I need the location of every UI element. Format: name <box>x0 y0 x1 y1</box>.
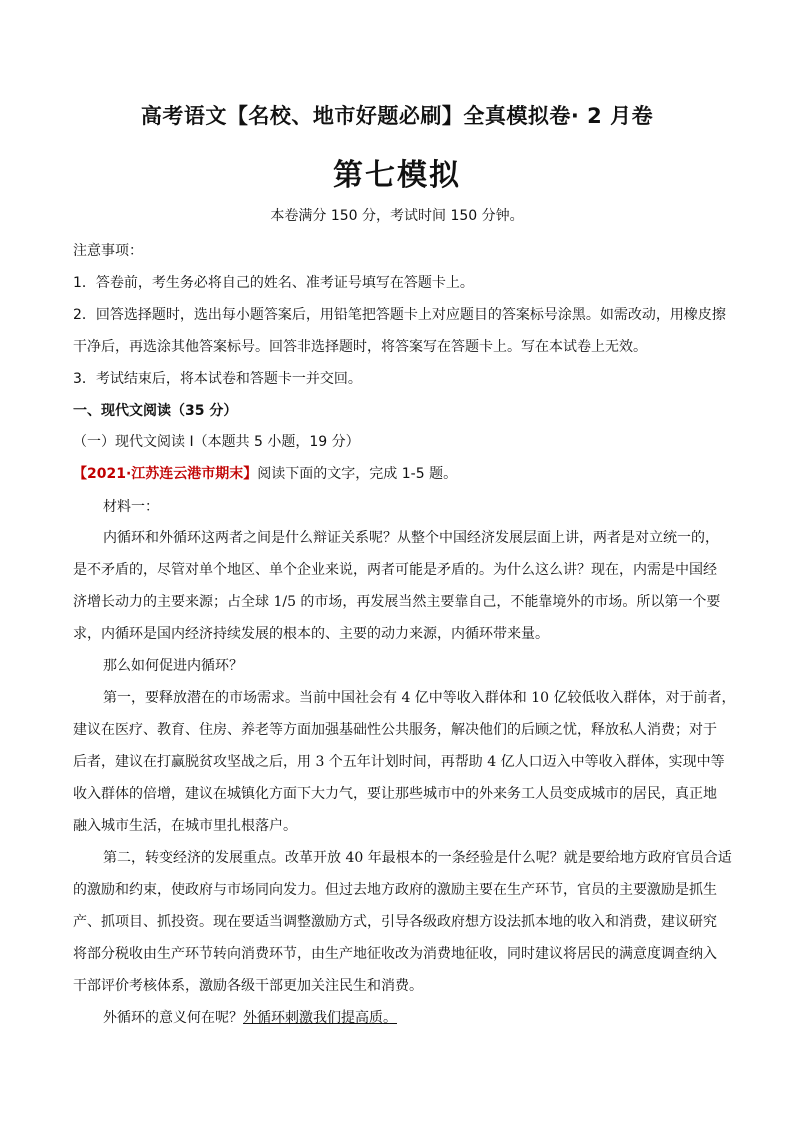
passage-text: 外循环的意义何在呢？ <box>103 1010 243 1026</box>
passage-line: 那么如何促进内循环？ <box>103 658 243 674</box>
material-label: 材料一： <box>103 499 159 515</box>
underlined-sentence: 外循环刺激我们提高质。 <box>243 1010 397 1026</box>
source-tag: 【2021·江苏连云港市期末】 <box>73 466 258 482</box>
passage-line: 后者，建议在打赢脱贫攻坚战之后，用 3 个五年计划时间，再帮助 4 亿人口迈入中等收入群体，实现中等 <box>73 754 725 770</box>
note-3: 3．考试结束后，将本试卷和答题卡一并交回。 <box>73 371 362 387</box>
passage-line: 干部评价考核体系，激励各级干部更加关注民生和消费。 <box>73 978 423 994</box>
passage-line: 的激励和约束，使政府与市场同向发力。但过去地方政府的激励主要在生产环节，官员的主要激励是抓生 <box>73 882 717 898</box>
passage-line: 济增长动力的主要来源；占全球 1/5 的市场，再发展当然主要靠自己，不能靠境外的市场。所以第一个要 <box>73 594 721 610</box>
note-1: 1．答卷前，考生务必将自己的姓名、准考证号填写在答题卡上。 <box>73 275 474 291</box>
instruction-text: 阅读下面的文字，完成 1-5 题。 <box>257 466 458 482</box>
passage-line: 融入城市生活，在城市里扎根落户。 <box>73 818 297 834</box>
passage-line: 内循环和外循环这两者之间是什么辩证关系呢？从整个中国经济发展层面上讲，两者是对立统一的， <box>103 530 719 546</box>
note-2-line-2: 干净后，再选涂其他答案标号。回答非选择题时，将答案写在答题卡上。写在本试卷上无效。 <box>73 339 647 355</box>
passage-line <box>103 1007 729 1027</box>
passage-line: 求，内循环是国内经济持续发展的根本的、主要的动力来源，内循环带来量。 <box>73 626 549 642</box>
section-heading: 一、现代文阅读（35 分） <box>73 403 238 419</box>
page-title: 第七模拟 <box>333 158 461 193</box>
question-instruction-line <box>73 463 729 483</box>
passage-line: 是不矛盾的，尽管对单个地区、单个企业来说，两者可能是矛盾的。为什么这么讲？现在，内需是中国经 <box>73 562 717 578</box>
passage-line: 产、抓项目、抓投资。现在要适当调整激励方式，引导各级政府想方设法抓本地的收入和消费，建议研究 <box>73 914 717 930</box>
passage-line: 建议在医疗、教育、住房、养老等方面加强基础性公共服务，解决他们的后顾之忧，释放私人消费；对于 <box>73 722 717 738</box>
notes-heading: 注意事项： <box>73 243 143 259</box>
exam-header: 高考语文【名校、地市好题必刷】全真模拟卷· 2 月卷 <box>140 104 654 128</box>
exam-subtitle: 本卷满分 150 分，考试时间 150 分钟。 <box>270 208 524 224</box>
note-2-line-1: 2．回答选择题时，选出每小题答案后，用铅笔把答题卡上对应题目的答案标号涂黑。如需改动，用橡皮擦 <box>73 307 726 323</box>
passage-line: 第二，转变经济的发展重点。改革开放 40 年最根本的一条经验是什么呢？就是要给地方政府官员合适 <box>103 850 732 866</box>
passage-line: 收入群体的倍增，建议在城镇化方面下大力气，要让那些城市中的外来务工人员变成城市的居民，真正地 <box>73 786 717 802</box>
subsection-heading: （一）现代文阅读 I（本题共 5 小题，19 分） <box>73 434 360 450</box>
passage-line: 将部分税收由生产环节转向消费环节，由生产地征收改为消费地征收，同时建议将居民的满意度调查纳入 <box>73 946 717 962</box>
passage-line: 第一，要释放潜在的市场需求。当前中国社会有 4 亿中等收入群体和 10 亿较低收入群体，对于前者， <box>103 690 736 706</box>
